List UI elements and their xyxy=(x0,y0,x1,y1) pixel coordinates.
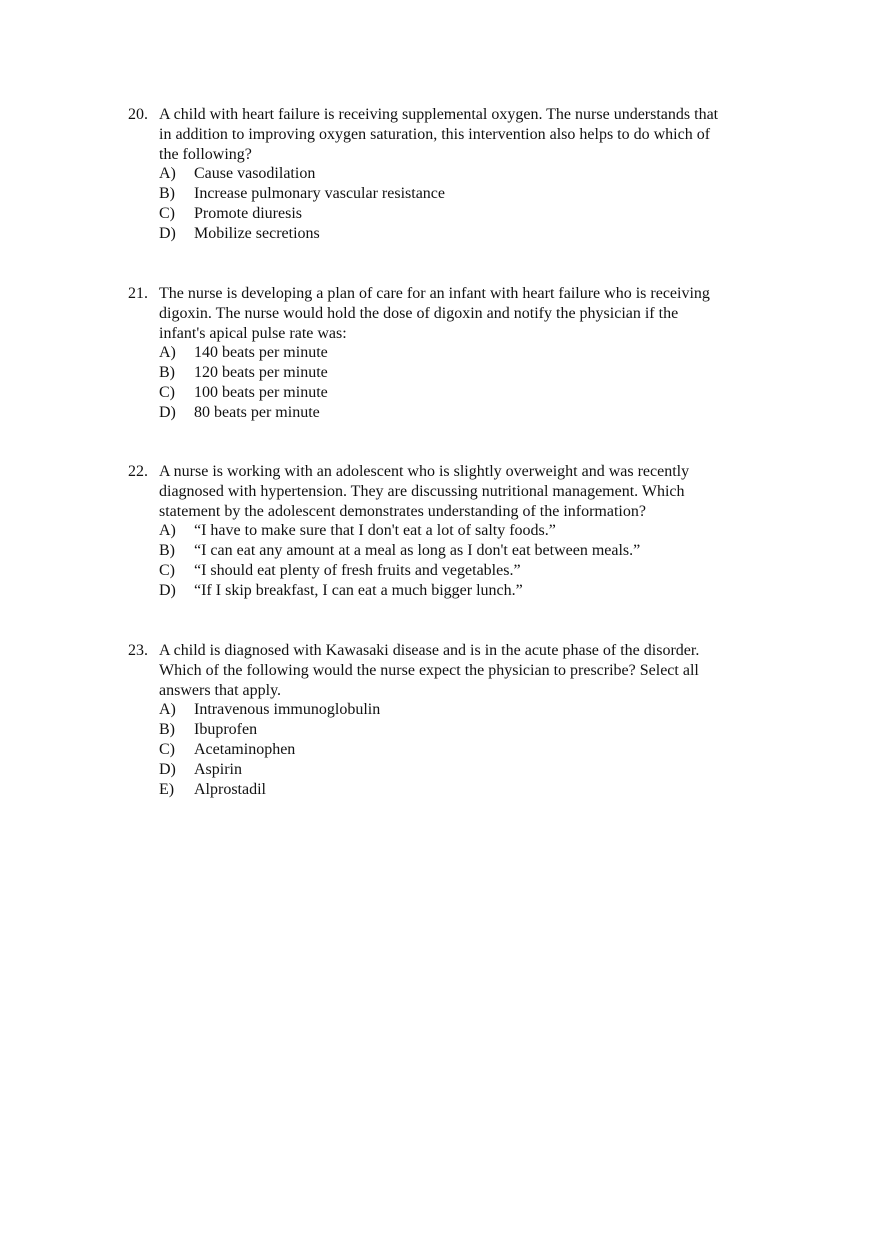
answer-option xyxy=(159,760,778,780)
question-line: A child is diagnosed with Kawasaki disease and is in the acute phase of the disorder. xyxy=(159,642,700,659)
answer-option xyxy=(159,383,778,403)
answer-option xyxy=(159,581,778,601)
question-number: 23. xyxy=(128,642,148,659)
answer-option xyxy=(159,700,778,720)
answer-option xyxy=(159,521,778,541)
option-text: 140 beats per minute xyxy=(194,344,328,362)
question-text xyxy=(159,641,778,700)
option-text: Ibuprofen xyxy=(194,721,258,739)
option-text: “If I skip breakfast, I can eat a much bigger lunch.” xyxy=(194,581,523,599)
answer-options xyxy=(159,700,778,799)
option-text: “I should eat plenty of fresh fruits and vegetables.” xyxy=(194,561,521,579)
answer-option xyxy=(159,184,778,204)
option-letter: D) xyxy=(159,760,176,778)
answer-option xyxy=(159,561,778,581)
option-text: Mobilize secretions xyxy=(194,224,320,242)
option-letter: B) xyxy=(159,542,175,560)
option-letter: C) xyxy=(159,383,175,401)
question-20 xyxy=(128,105,778,244)
answer-option xyxy=(159,780,778,800)
option-text: 100 beats per minute xyxy=(194,383,328,401)
option-letter: A) xyxy=(159,165,176,183)
question-line: digoxin. The nurse would hold the dose of digoxin and notify the physician if the xyxy=(159,304,679,322)
answer-options xyxy=(159,521,778,600)
question-number: 22. xyxy=(128,463,148,480)
option-letter: B) xyxy=(159,364,175,382)
question-text xyxy=(159,105,778,164)
option-text: Promote diuresis xyxy=(194,204,302,222)
question-line: diagnosed with hypertension. They are discussing nutritional management. Which xyxy=(159,482,685,500)
option-text: Cause vasodilation xyxy=(194,165,316,183)
option-text: “I have to make sure that I don't eat a lot of salty foods.” xyxy=(194,522,556,540)
option-letter: D) xyxy=(159,403,176,421)
option-letter: B) xyxy=(159,185,175,203)
option-letter: C) xyxy=(159,204,175,222)
question-23 xyxy=(128,641,778,799)
question-22 xyxy=(128,462,778,601)
answer-option xyxy=(159,541,778,561)
answer-options xyxy=(159,164,778,243)
question-line: A nurse is working with an adolescent who is slightly overweight and was recently xyxy=(159,463,690,480)
option-letter: B) xyxy=(159,721,175,739)
question-line: infant's apical pulse rate was: xyxy=(159,324,347,342)
option-text: Aspirin xyxy=(194,760,242,778)
question-line: Which of the following would the nurse expect the physician to prescribe? Select all xyxy=(159,661,699,679)
option-letter: A) xyxy=(159,701,176,719)
question-line: statement by the adolescent demonstrates understanding of the information? xyxy=(159,502,646,520)
option-letter: D) xyxy=(159,224,176,242)
option-letter: C) xyxy=(159,561,175,579)
answer-option xyxy=(159,204,778,224)
answer-option xyxy=(159,363,778,383)
answer-option xyxy=(159,343,778,363)
option-text: 80 beats per minute xyxy=(194,403,320,421)
option-letter: C) xyxy=(159,740,175,758)
option-letter: E) xyxy=(159,780,175,798)
option-letter: D) xyxy=(159,581,176,599)
answer-options xyxy=(159,343,778,422)
question-line: answers that apply. xyxy=(159,681,282,699)
option-text: Increase pulmonary vascular resistance xyxy=(194,185,445,203)
option-text: Intravenous immunoglobulin xyxy=(194,701,381,719)
question-line: in addition to improving oxygen saturation, this intervention also helps to do which of xyxy=(159,125,711,143)
question-number: 20. xyxy=(128,106,148,123)
option-text: Alprostadil xyxy=(194,780,266,798)
question-line: The nurse is developing a plan of care for an infant with heart failure who is receiving xyxy=(159,285,710,302)
answer-option xyxy=(159,740,778,760)
question-number: 21. xyxy=(128,285,148,302)
answer-option xyxy=(159,403,778,423)
question-text xyxy=(159,462,778,521)
question-line: A child with heart failure is receiving supplemental oxygen. The nurse understands that xyxy=(159,106,719,123)
answer-option xyxy=(159,720,778,740)
question-text xyxy=(159,284,778,343)
option-text: Acetaminophen xyxy=(194,740,296,758)
question-line: the following? xyxy=(159,145,252,163)
option-letter: A) xyxy=(159,522,176,540)
option-text: “I can eat any amount at a meal as long as I don't eat between meals.” xyxy=(194,542,641,560)
answer-option xyxy=(159,224,778,244)
option-letter: A) xyxy=(159,344,176,362)
option-text: 120 beats per minute xyxy=(194,364,328,382)
answer-option xyxy=(159,164,778,184)
question-21 xyxy=(128,284,778,423)
